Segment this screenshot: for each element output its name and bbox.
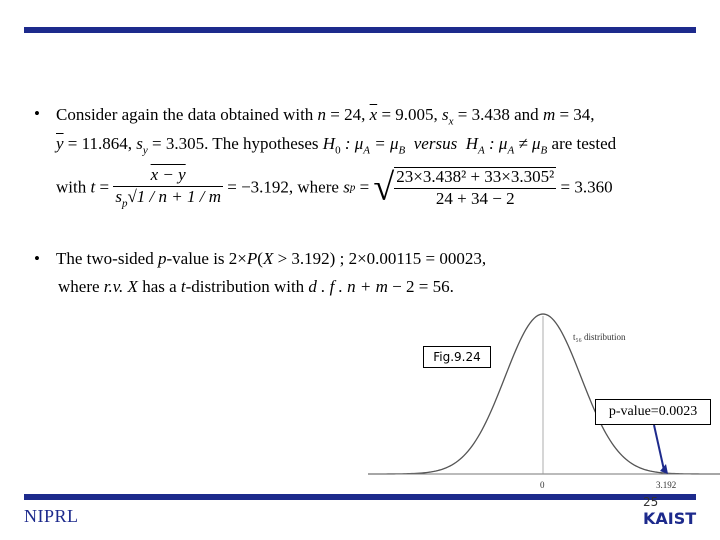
text-fragment: =: [95, 177, 114, 197]
curve-label: t₅₆ distribution: [573, 332, 626, 342]
bullet1-line1: [56, 106, 595, 127]
word-versus: versus: [413, 134, 458, 153]
text-fragment: Consider again the data obtained with: [56, 105, 318, 124]
var-sx: s: [442, 105, 449, 124]
var-rv: r.v. X: [103, 277, 138, 296]
text-fragment: =: [355, 177, 374, 197]
var-n: n: [317, 105, 327, 124]
text-fragment: -distribution with: [185, 277, 309, 296]
tick-zero-label: 0: [540, 480, 545, 490]
text-fragment: : μ: [340, 134, 364, 153]
text-fragment: = μ: [370, 134, 399, 153]
var-ybar: $\overline{y}$: [56, 134, 64, 153]
subscript: B: [398, 144, 406, 157]
pooled-sd-radical: √ $\frac{\text{23×3.438² + 33×3.305²}}{24 + 34 - 2}$: [373, 166, 555, 209]
t-distribution-figure: [368, 298, 720, 494]
radicand: 1 / n + 1 / m: [136, 186, 221, 206]
radical-denominator: 24 + 34 − 2: [435, 188, 515, 208]
text-fragment: = 11.864,: [63, 134, 137, 153]
bullet2-line2: [58, 278, 454, 297]
subscript: y: [142, 144, 148, 157]
text-fragment: = −3.192, where: [222, 177, 344, 197]
text-fragment: = 24,: [326, 105, 370, 124]
text-fragment: ≠ μ: [514, 134, 541, 153]
figure-label: Fig.9.24: [423, 346, 491, 368]
var-sy: s: [136, 134, 143, 153]
var-p: p: [157, 249, 167, 268]
text-fragment: = 9.005,: [377, 105, 443, 124]
text-fragment: with: [56, 177, 91, 197]
subscript: B: [540, 144, 548, 157]
pvalue-arrow: [654, 425, 664, 470]
subscript: A: [363, 144, 371, 157]
radical-numerator: 23×3.438² + 33×3.305²: [394, 168, 556, 189]
bullet1-line3: [56, 166, 613, 209]
var-P: P: [246, 249, 258, 268]
density-curve: [368, 314, 720, 474]
t-distribution-plot: [368, 298, 720, 494]
text-fragment: : μ: [484, 134, 508, 153]
kaist-logo: [641, 506, 697, 528]
tick-crit-label: 3.192: [656, 480, 677, 490]
text-fragment: = 3.305. The hypotheses: [147, 134, 323, 153]
var-sp: s: [115, 186, 122, 206]
fraction-denominator: $s_p√1 / n + 1 / m$: [115, 186, 221, 210]
page-number: 25: [643, 495, 659, 509]
subscript: A: [478, 144, 485, 157]
var-h0: H: [322, 134, 336, 153]
subscript: x: [448, 115, 454, 128]
text-fragment: = 3.438 and: [453, 105, 543, 124]
fraction-numerator: x − y: [113, 166, 223, 187]
bullet2-line1: [56, 250, 486, 269]
var-t: t: [180, 277, 186, 296]
var-sp: s: [343, 177, 350, 197]
footer-org: NIPRL: [24, 506, 79, 526]
subscript: p: [121, 197, 128, 210]
bullet-dot-2: •: [34, 249, 40, 268]
top-rule: [24, 27, 696, 33]
text-fragment: -value is 2×: [166, 249, 247, 268]
bullet1-line2: [56, 135, 616, 156]
logo-text: KAIST: [643, 509, 697, 528]
text-fragment: (: [257, 249, 263, 268]
text-fragment: = 3.360: [556, 177, 613, 197]
bullet-dot-1: •: [34, 104, 40, 123]
text-fragment: The two-sided: [56, 249, 158, 268]
var-df: d . f . n + m: [308, 277, 388, 296]
var-xbar: $\overline{x}$: [369, 105, 378, 124]
var-ha: H: [465, 134, 478, 153]
var-t: t: [90, 177, 96, 197]
var-m: m: [542, 105, 556, 124]
bottom-rule: [24, 494, 696, 500]
subscript: p: [349, 181, 356, 194]
var-X: X: [262, 249, 274, 268]
subscript: 0: [335, 144, 341, 157]
subscript: A: [507, 144, 515, 157]
text-fragment: has a: [137, 277, 181, 296]
pvalue-annotation: p-value=0.0023: [595, 399, 711, 425]
t-statistic-fraction: [113, 166, 223, 209]
text-fragment: > 3.192) ; 2×0.00115 = 00023,: [273, 249, 487, 268]
text-fragment: are tested: [547, 134, 617, 153]
text-fragment: − 2 = 56.: [387, 277, 454, 296]
text-fragment: = 34,: [555, 105, 595, 124]
text-fragment: where: [58, 277, 104, 296]
